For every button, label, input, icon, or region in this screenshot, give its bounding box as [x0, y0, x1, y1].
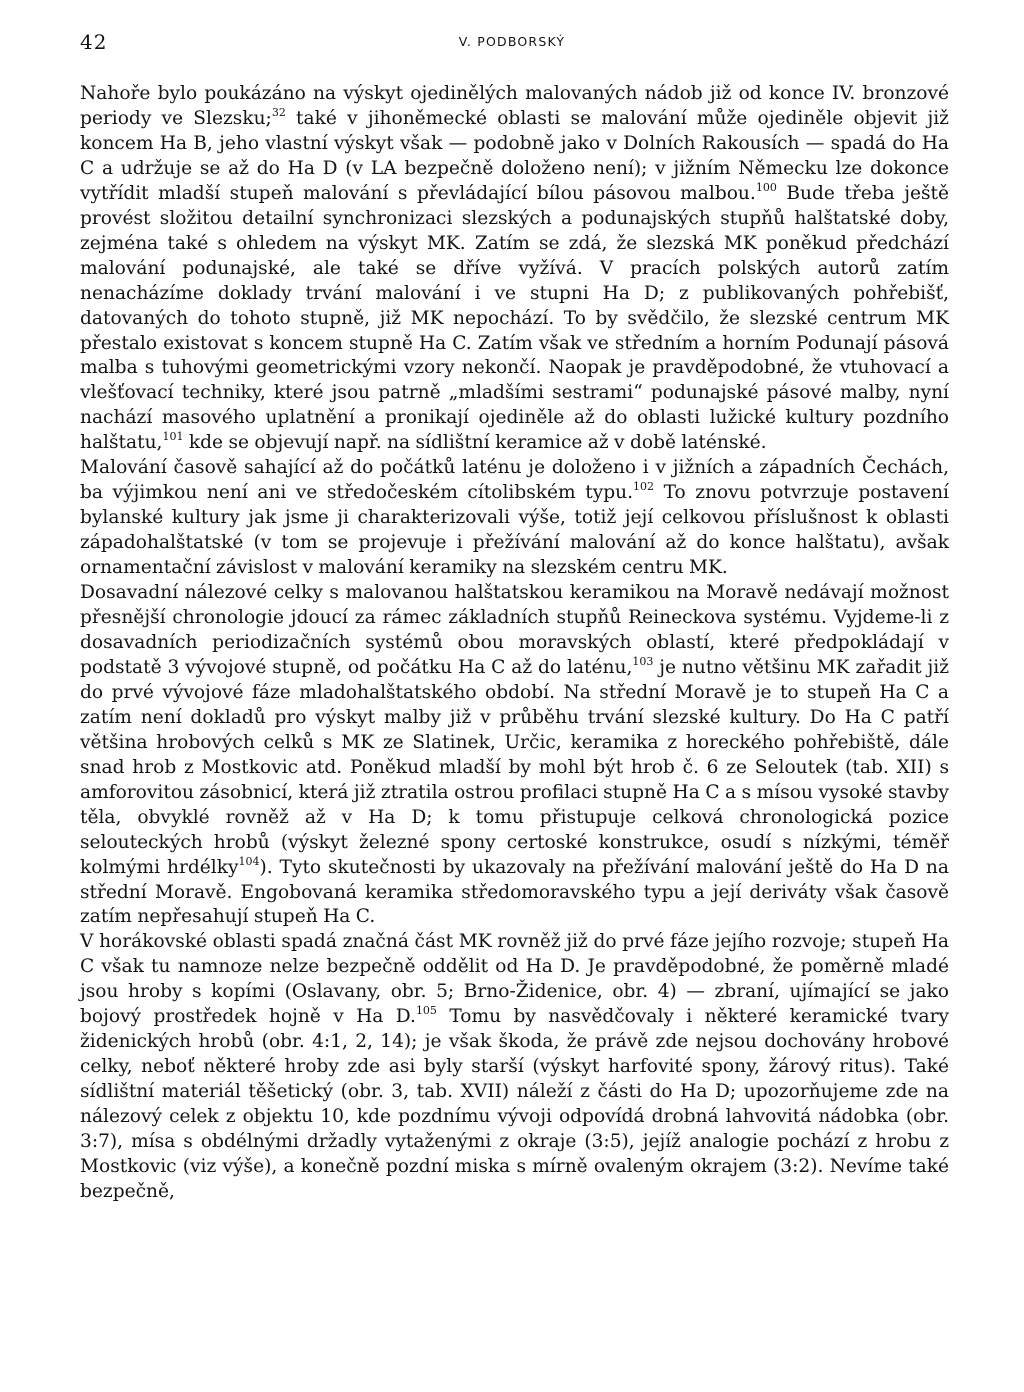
footnote-ref-101: 101 [162, 430, 184, 444]
paragraph-2 [80, 456, 949, 581]
text-segment: je nutno většinu MK zařadit již do prvé vývojové fáze mladohalštatského období. Na střední Moravě je to stupeň Ha C a zatím není dokladů pro výskyt malby již v průběhu trvání slezské kultury. Do Ha C patří většina hrobových celků s MK ze Slatinek, Určic, keramika z horeckého pohřebiště, dále snad hrob z Mostkovic atd. Poněkud mladší by mohl být hrob č. 6 ze Seloutek (tab. XII) s amforovitou zásobnicí, která již ztratila ostrou profilaci stupně Ha C a s mísou vysoké stavby těla, obvyklé rovněž až v Ha D; k tomu přistupuje celková chronologická pozice selouteckých hrobů (výskyt železné spony certoské konstrukce, osudí s nízkými, téměř kolmými hrdélky [80, 656, 950, 878]
running-head [80, 30, 944, 60]
paragraph-3 [80, 581, 949, 930]
paragraph-4 [80, 930, 949, 1204]
footnote-ref-104: 104 [238, 854, 260, 868]
text-segment: ). Tyto skutečnosti by ukazovaly na přežívání malování ještě do Ha D na střední Moravě. Engobovaná keramika středomoravského typu a její deriváty však časově zatím nepřesahují stupeň Ha C. [80, 856, 949, 928]
footnote-ref-103: 103 [632, 654, 654, 668]
text-segment: Tomu by nasvědčovaly i některé keramické tvary židenických hrobů (obr. 4:1, 2, 14); je však škoda, že právě zde nejsou dochovány hrobové celky, neboť některé hroby zde asi byly starší (výskyt harfovité spony, žárový ritus). Také sídlištní materiál těšetický (obr. 3, tab. XVII) náleží z části do Ha D; upozorňujeme zde na nálezový celek z objektu 10, kde pozdnímu vývoji odpovídá drobná lahvovitá nádobka (obr. 3:7), mísa s obdélnými držadly vytaženými z okraje (3:5), jejíž analogie pochází z hrobu z Mostkovic (viz výše), a konečně pozdní miska s mírně ovaleným okrajem (3:2). Nevíme také bezpečně, [80, 1006, 949, 1202]
footnote-ref-100: 100 [755, 180, 777, 194]
text-segment: kde se objevují např. na sídlištní keramice až v době laténské. [183, 432, 767, 454]
footnote-ref-32: 32 [271, 105, 286, 119]
text-segment: To znovu potvrzuje postavení bylanské kultury jak jsme ji charakterizovali výše, totiž její celkovou příslušnost k oblasti západohalštatské (v tom se projevuje i přežívání malování až do konce halštatu), avšak ornamentační závislost v malování keramiky na slezském centru MK. [80, 482, 949, 579]
text-segment: Bude třeba ještě provést složitou detailní synchronizaci slezských a podunajských stupňů halštatské doby, zejména také s ohledem na výskyt MK. Zatím se zdá, že slezská MK poněkud předchází malování podunajské, ale také se dříve vyžívá. V pracích polských autorů zatím nenacházíme doklady trvání malování i ve stupni Ha D; z publikovaných pohřebišť, datovaných do tohoto stupně, již MK nepochází. To by svědčilo, že slezské centrum MK přestalo existovat s koncem stupně Ha C. Zatím však ve středním a horním Podunají pásová malba s tuhovými geometrickými vzory nekončí. Naopak je pravděpodobné, že vtuhovací a vlešťovací techniky, které jsou patrně „mladšími sestrami“ podunajské pásové malby, nyní nachází masového uplatnění a pronikají ojediněle až do oblasti lužické kultury pozdního halštatu, [80, 182, 949, 454]
text-segment: Malování časově sahající až do počátků laténu je doloženo i v jižních a západních Čechách, ba výjimkou není ani ve středočeském cítolibském typu. [80, 457, 949, 504]
body-text [80, 82, 949, 1205]
text-segment: Dosavadní nálezové celky s malovanou halštatskou keramikou na Moravě nedávají možnost přesnější chronologie jdoucí za rámec základních stupňů Reineckova systému. Vyjdeme-li z dosavadních periodizačních systémů obou moravských oblastí, které předpokládají v podstatě 3 vývojové stupně, od počátku Ha C až do laténu, [80, 582, 949, 678]
text-segment: Nahoře bylo poukázáno na výskyt ojedinělých malovaných nádob již od konce IV. bronzové periody ve Slezsku; [80, 83, 949, 129]
text-segment: V horákovské oblasti spadá značná část MK rovněž již do prvé fáze jejího rozvoje; stupeň Ha C však tu namnoze nelze bezpečně oddělit od Ha D. Je pravděpodobné, že poměrně mladé jsou hroby s kopími (Oslavany, obr. 5; Brno-Židenice, obr. 4) — zbraní, ujímající se jako bojový prostředek hojně v Ha D. [80, 931, 949, 1028]
footnote-ref-102: 102 [633, 480, 655, 494]
text-segment: také v jihoněmecké oblasti se malování může ojediněle objevit již koncem Ha B, jeho vlastní výskyt však — podobně jako v Dolních Rakousích — spadá do Ha C a udržuje se až do Ha D (v LA bezpečně doloženo není); v jižním Německu lze dokonce vytřídit mladší stupeň malování s převládající bílou pásovou malbou. [80, 107, 949, 204]
page-number: 42 [80, 30, 108, 54]
footnote-ref-105: 105 [415, 1004, 437, 1018]
paragraph-1 [80, 82, 949, 456]
running-title: V. PODBORSKÝ [458, 34, 566, 49]
